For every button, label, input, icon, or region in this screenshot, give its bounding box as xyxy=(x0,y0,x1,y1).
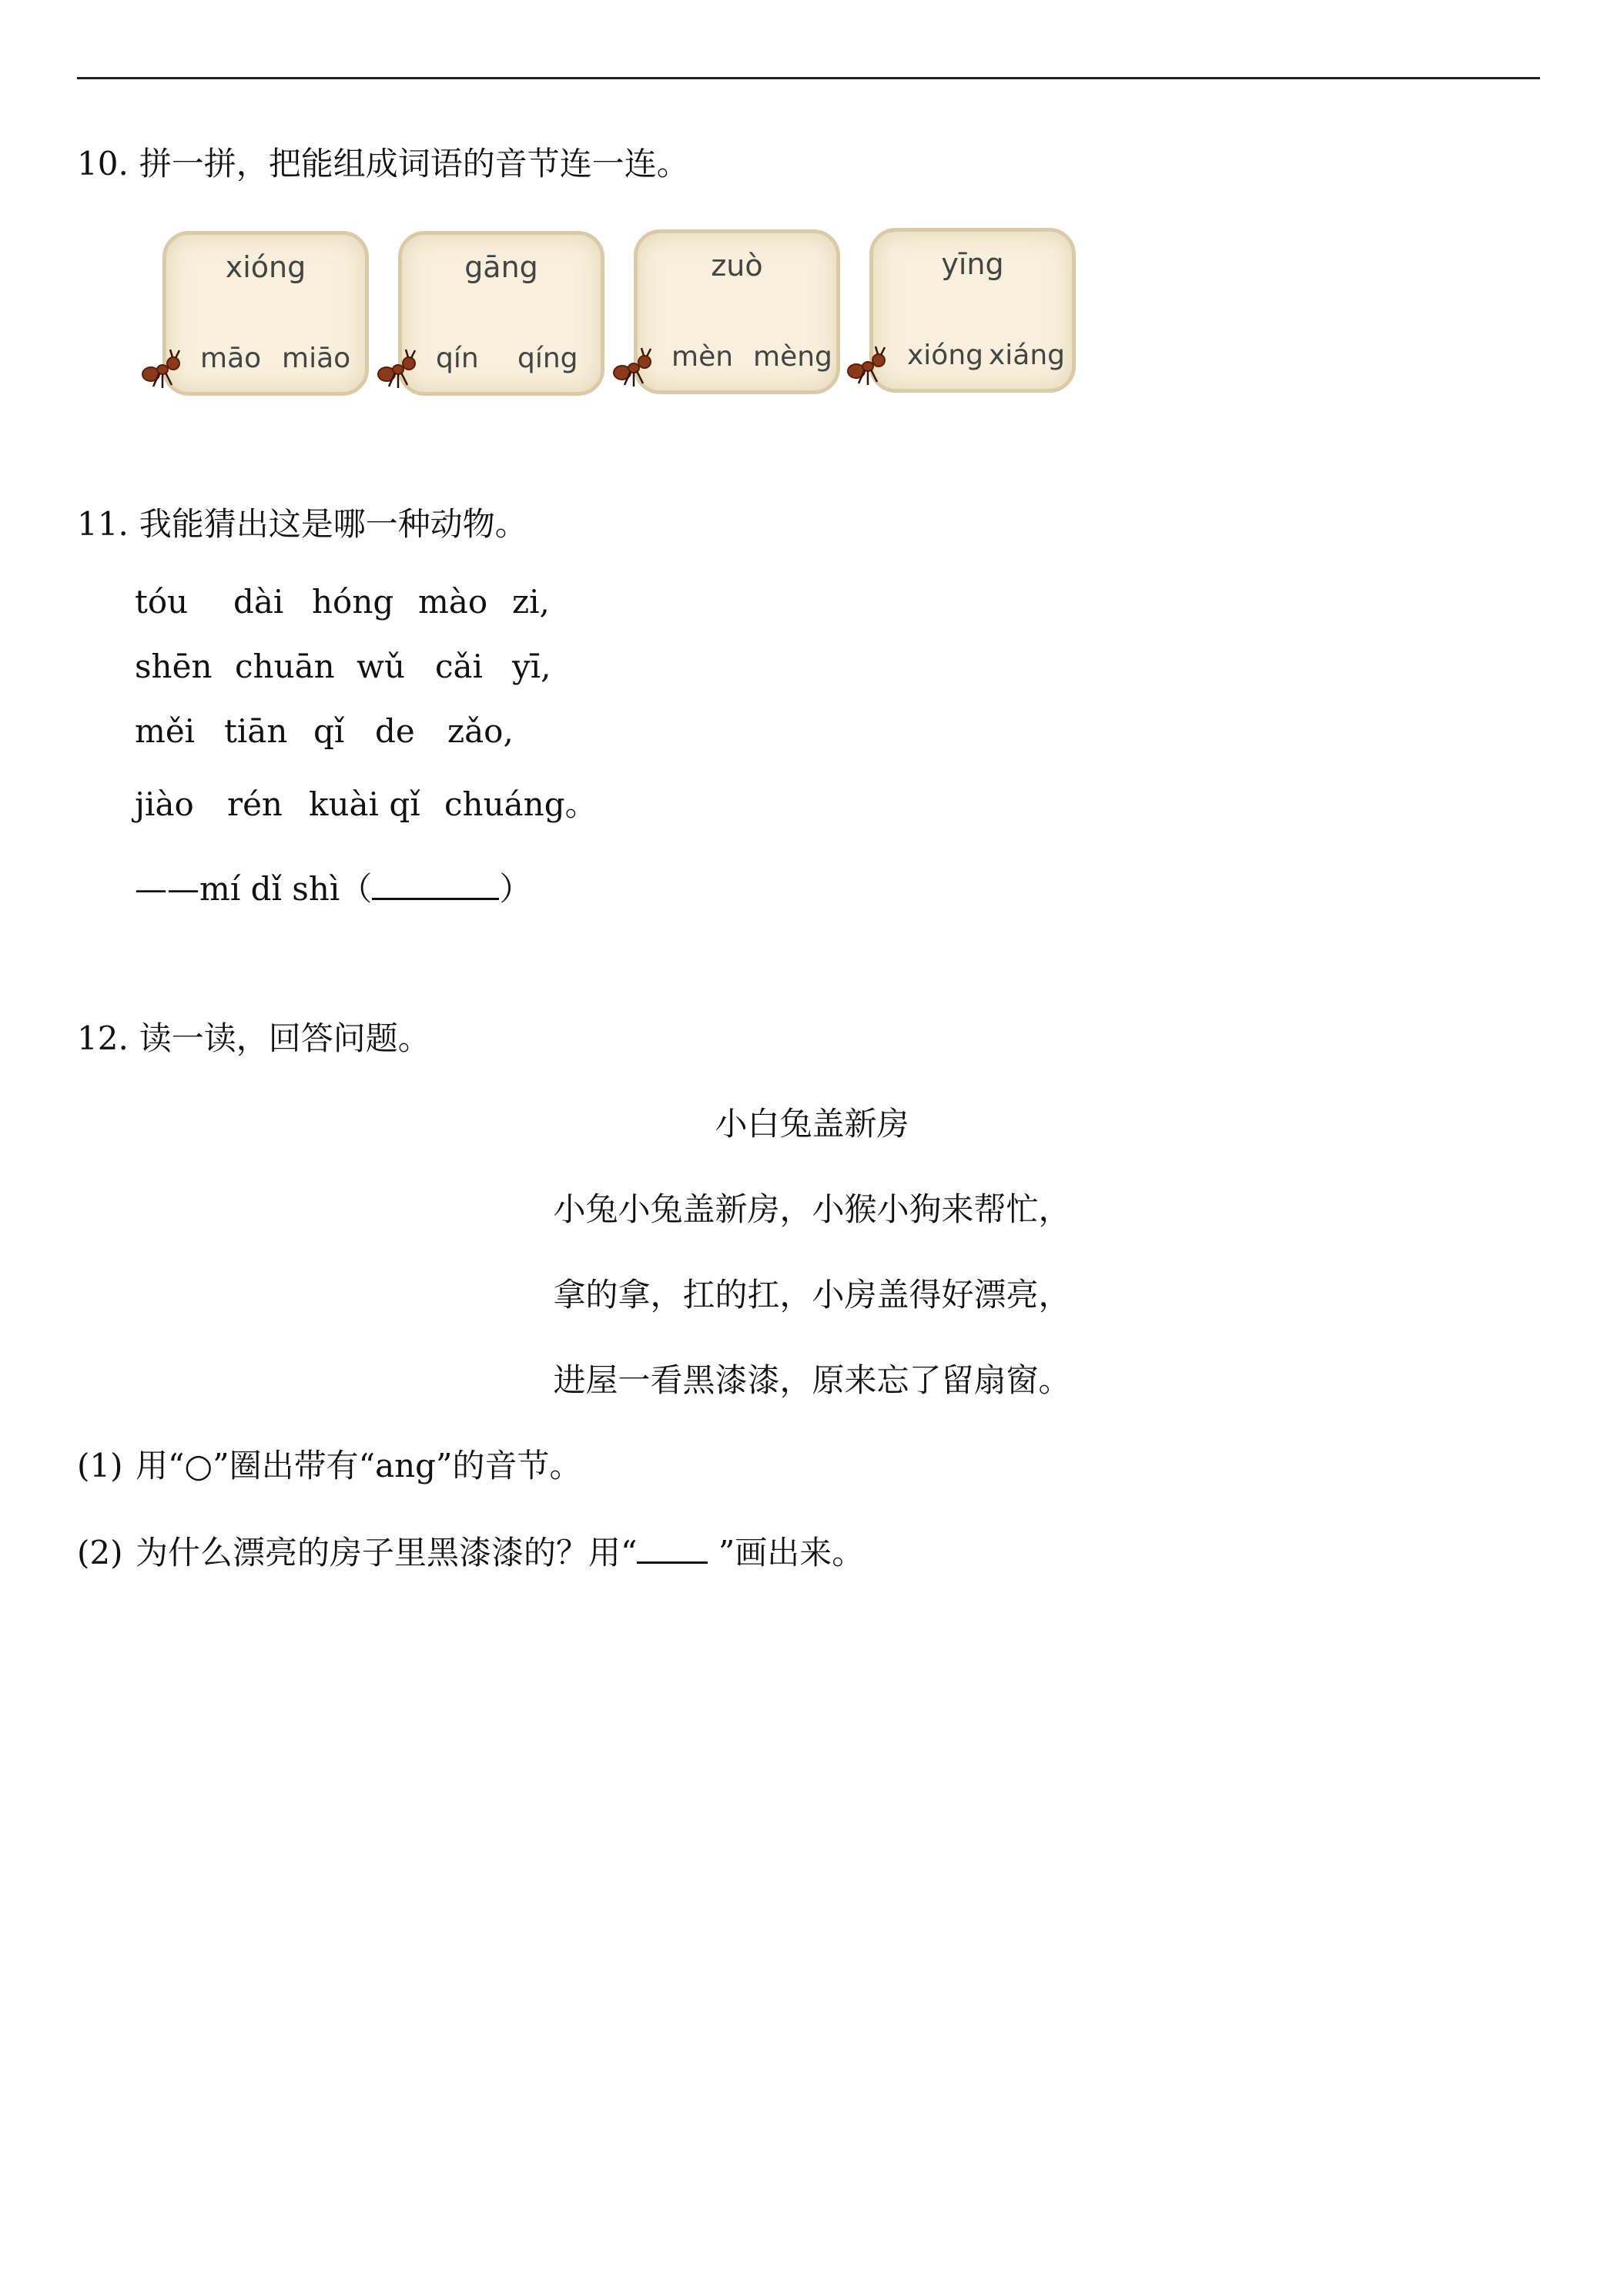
riddle-answer xyxy=(135,870,532,908)
syllable-card xyxy=(398,231,604,396)
syllable-card xyxy=(634,229,840,394)
riddle-line xyxy=(135,712,514,750)
syllable: tiān xyxy=(224,712,288,750)
question-prompt: 我能猜出这是哪一种动物。 xyxy=(139,505,527,543)
syllable: měi xyxy=(135,712,196,750)
ant-icon xyxy=(845,345,891,388)
answer-blank[interactable] xyxy=(372,872,499,900)
syllable: chuān xyxy=(235,648,335,685)
syllable: rén xyxy=(227,785,283,823)
card-top-syllable: zuò xyxy=(711,249,763,283)
question-number: 12. xyxy=(77,1019,129,1057)
answer-suffix: ） xyxy=(499,870,532,908)
syllable: de xyxy=(375,712,415,750)
riddle-line xyxy=(135,583,550,621)
syllable: hóng xyxy=(312,583,394,621)
question-prompt: 读一读，回答问题。 xyxy=(139,1019,430,1057)
card-option[interactable]: qíng xyxy=(517,343,578,374)
syllable: chuáng。 xyxy=(444,785,598,823)
question-11 xyxy=(77,505,527,543)
sub-question-text: 用“○”圈出带有“ang”的音节。 xyxy=(136,1447,582,1484)
sub-question-label: (1) xyxy=(77,1447,123,1484)
answer-prefix: ——mí dǐ shì（ xyxy=(135,870,373,908)
sub-question-text-end: ”画出来。 xyxy=(708,1534,865,1571)
sub-question-2 xyxy=(77,1535,864,1569)
poem-line: 进屋一看黑漆漆，原来忘了留扇窗。 xyxy=(553,1361,1071,1399)
card-option[interactable]: mèn xyxy=(671,341,734,373)
syllable: zǎo, xyxy=(447,712,514,750)
ant-icon xyxy=(375,348,421,391)
card-option[interactable]: xiáng xyxy=(989,340,1066,371)
ant-icon xyxy=(139,348,186,391)
card-option[interactable]: qín xyxy=(436,343,479,374)
ant-icon xyxy=(611,346,657,390)
question-number: 10. xyxy=(77,145,129,182)
card-option[interactable]: miāo xyxy=(282,343,351,374)
card-top-syllable: yīng xyxy=(941,247,1004,281)
syllable: qǐ xyxy=(313,712,345,750)
sub-question-text: 为什么漂亮的房子里黑漆漆的？用“ xyxy=(136,1534,638,1571)
syllable-card xyxy=(869,228,1076,393)
header-rule xyxy=(77,77,1540,79)
question-number: 11. xyxy=(77,505,129,543)
card-top-syllable: xióng xyxy=(225,250,306,284)
poem-line: 小兔小兔盖新房，小猴小狗来帮忙， xyxy=(553,1190,1071,1228)
question-12 xyxy=(77,1019,430,1057)
card-option[interactable]: māo xyxy=(200,343,262,374)
syllable: jiào xyxy=(135,785,194,823)
card-top-syllable: gāng xyxy=(464,250,538,284)
syllable: kuài qǐ xyxy=(309,785,420,823)
sub-question-1 xyxy=(77,1447,582,1484)
syllable: yī, xyxy=(512,648,551,685)
question-10 xyxy=(77,145,689,182)
syllable: dài xyxy=(233,583,284,621)
syllable: cǎi xyxy=(435,648,483,685)
poem-line: 拿的拿，扛的扛，小房盖得好漂亮， xyxy=(553,1276,1071,1314)
syllable: shēn xyxy=(135,648,213,685)
underline-mark xyxy=(637,1535,708,1564)
riddle-line xyxy=(135,648,551,685)
card-option[interactable]: mèng xyxy=(753,341,832,373)
riddle-line xyxy=(135,785,598,823)
question-prompt: 拼一拼，把能组成词语的音节连一连。 xyxy=(139,145,689,182)
card-option[interactable]: xióng xyxy=(907,340,983,371)
syllable-card xyxy=(162,231,369,396)
sub-question-label: (2) xyxy=(77,1534,123,1571)
syllable-cards xyxy=(135,225,1090,406)
syllable: zi, xyxy=(512,583,550,621)
syllable: wǔ xyxy=(357,648,405,685)
syllable: mào xyxy=(418,583,488,621)
poem-title: 小白兔盖新房 xyxy=(715,1105,909,1143)
syllable: tóu xyxy=(135,583,189,621)
